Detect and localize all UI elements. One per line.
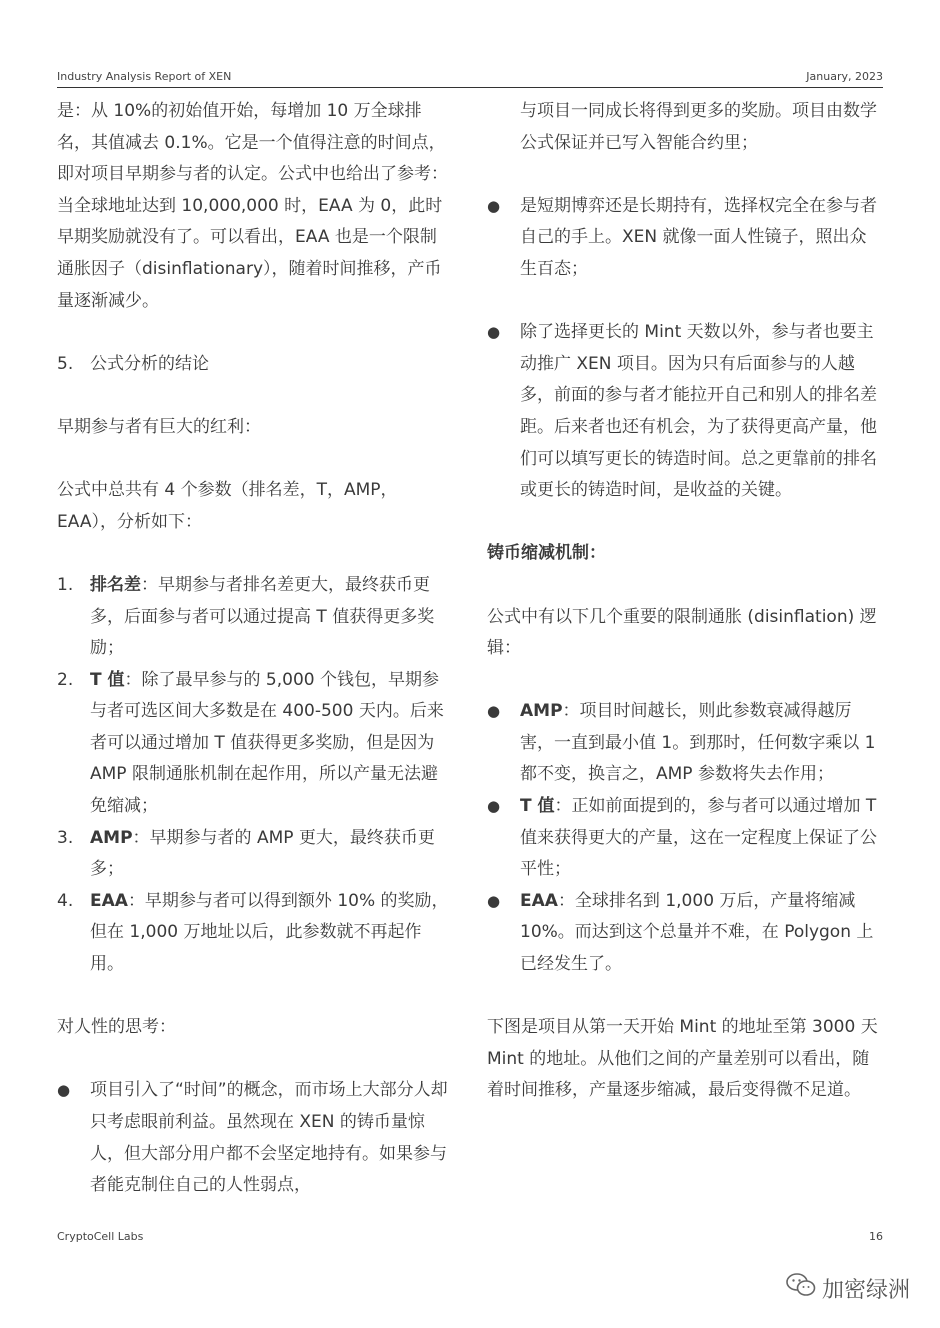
list-number: 2. [57,669,74,690]
footer-brand: CryptoCell Labs [57,1230,144,1243]
list-term: T 值 [90,669,125,690]
bullet-icon: ● [487,196,501,215]
subheading: 早期参与者有巨大的红利： [57,416,261,437]
bullet-item [487,791,882,886]
list-number: 4. [57,890,74,911]
list-text: ：早期参与者的 AMP 更大，最终获币更多； [90,827,435,880]
bullet-item [487,317,882,507]
bullet-text: ：正如前面提到的，参与者可以通过增加 T 值来获得更大的产量，这在一定程度上保证了公平性； [520,796,877,880]
list-item [57,823,452,886]
paragraph: 下图是项目从第一天开始 Mint 的地址至第 3000 天 Mint 的地址。从他们之间的产量差别可以看出，随着时间推移，产量逐步缩减，最后变得微不足道。 [487,1017,878,1101]
list-item [57,665,452,823]
bullet-icon: ● [487,797,501,816]
bullet-item [57,1075,452,1201]
paragraph: 公式中有以下几个重要的限制通胀 (disinflation) 逻辑： [487,606,877,659]
watermark-text: 加密绿洲 [821,1277,910,1303]
bullet-item [487,696,882,791]
paragraph: 公式中总共有 4 个参数（排名差，T，AMP，EAA），分析如下： [57,480,398,532]
bullet-continuation [487,96,882,159]
wechat-icon [786,1272,822,1304]
watermark [786,1272,910,1304]
bullet-icon: ● [487,702,501,721]
page-number: 16 [869,1230,883,1243]
subheading: 对人性的思考： [57,1017,176,1038]
bullet-term: T 值 [520,796,555,817]
bullet-text: ：项目时间越长，则此参数衰减得越厉害，一直到最小值 1。到那时，任何数字乘以 1 都不变，换言之，AMP 参数将失去作用； [520,701,876,785]
list-term: EAA [90,890,128,911]
header-title: Industry Analysis Report of XEN [57,70,232,83]
bullet-item [487,886,882,981]
list-term: 排名差 [90,574,141,595]
page-header [57,70,883,88]
list-number: 1. [57,574,74,595]
subheading: 铸币缩减机制： [487,543,606,564]
list-item [57,570,452,665]
bullet-text: 除了选择更长的 Mint 天数以外，参与者也要主动推广 XEN 项目。因为只有后面参与的人越多，前面的参与者才能拉开自己和别人的排名差距。后来者也还有机会，为了获得更高产量，他们可以填写更长的铸造时间。总之更靠前的排名或更长的铸造时间，是收益的关键。 [520,322,877,501]
bullet-item [487,191,882,286]
bullet-icon: ● [487,891,501,910]
list-text: ：除了最早参与的 5,000 个钱包，早期参与者可选区间大多数是在 400-500 天内。后来者可以通过增加 T 值获得更多奖励，但是因为 AMP 限制通胀机制在起作用，所以产量无法避免缩减； [90,669,444,817]
bullet-text: ：全球排名到 1,000 万后，产量将缩减 10%。而达到这个总量并不难，在 Polygon 上已经发生了。 [520,890,874,975]
header-date: January, 2023 [806,70,883,83]
list-number: 3. [57,827,74,848]
right-column [487,96,882,1107]
bullet-icon: ● [487,323,501,342]
bullet-text: 是短期博弈还是长期持有，选择权完全在参与者自己的手上。XEN 就像一面人性镜子，照出众生百态； [520,195,877,279]
bullet-term: AMP [520,701,563,722]
list-term: AMP [90,827,133,848]
paragraph: 是：从 10%的初始值开始，每增加 10 万全球排名，其值减去 0.1%。它是一个值得注意的时间点，即对项目早期参与者的认定。公式中也给出了参考：当全球地址达到 10,000,000 时，EAA 为 0，此时早期奖励就没有了。可以看出，EAA 也是一个限制通胀因子（disinflationary），随着时间推移，产币量逐渐减少。 [57,101,448,311]
bullet-term: EAA [520,890,558,911]
list-text: ：早期参与者排名差更大，最终获币更多，后面参与者可以通过提高 T 值获得更多奖励； [90,574,435,659]
bullet-text: 与项目一同成长将得到更多的奖励。项目由数学公式保证并已写入智能合约里； [520,101,877,153]
list-text: ：早期参与者可以得到额外 10% 的奖励，但在 1,000 万地址以后，此参数就不再起作用。 [90,890,449,975]
section-number: 5. [57,353,74,374]
list-item [57,886,452,981]
left-column [57,96,452,1202]
bullet-icon: ● [57,1081,71,1100]
section-heading [57,349,452,381]
section-title: 公式分析的结论 [90,353,209,374]
bullet-text: 项目引入了“时间”的概念，而市场上大部分人却只考虑眼前利益。虽然现在 XEN 的铸币量惊人，但大部分用户都不会坚定地持有。如果参与者能克制住自己的人性弱点， [90,1080,448,1196]
